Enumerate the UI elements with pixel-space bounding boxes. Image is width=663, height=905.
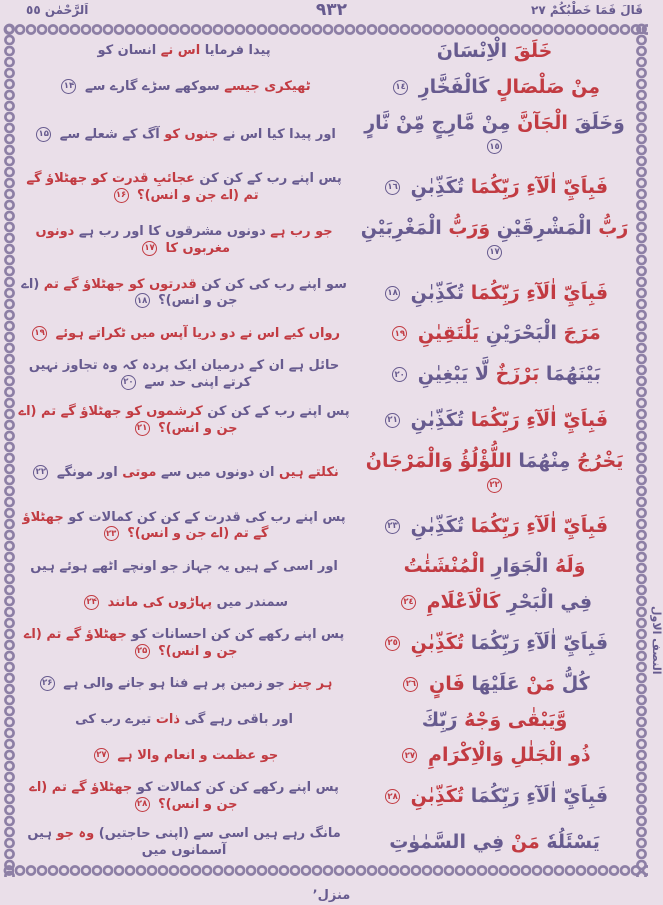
text-segment: دونوں مشرقوں کا اور رب ہے [74,223,266,239]
text-segment: الْاِنْسَانَ [436,40,508,62]
half-marker-note: النصف الاول [650,605,663,675]
chain-border-left [3,23,16,877]
verse-row [18,555,633,579]
verse-row [18,112,633,160]
arabic-verse-text [350,450,633,498]
urdu-translation-text [18,358,350,392]
verse-row [18,450,633,498]
chain-border-top [3,23,648,36]
text-segment: تُكَذِّبٰنِ [404,785,465,808]
text-segment: پس اپنے رکھے کن کن کمالات کو [132,780,339,796]
urdu-segments [35,224,332,256]
verse-row [18,322,633,346]
translation-number-badge: ۲۷ [94,748,109,763]
verses-area [16,36,635,864]
verse-row [18,358,633,392]
arabic-verse-text [350,363,633,387]
text-segment: مانگ رہے ہیں اسی سے (اپنی حاجتیں) [94,826,341,842]
text-segment: خَلَقَ [507,40,553,62]
arabic-verse-text [350,176,633,200]
arabic-segments [361,217,629,239]
verse-row [18,826,633,860]
urdu-segments [55,127,336,142]
translation-number-badge: ۲۲ [33,465,48,480]
verse-row [18,217,633,265]
urdu-translation-text [18,559,350,576]
text-segment: پیدا فرمایا [200,43,271,59]
text-segment: جھٹلاؤ گے تم (اے جن و انس)؟ [22,509,269,542]
text-segment: كَالْاَعْلَامِ [420,591,501,614]
verse-row [18,40,633,64]
arabic-verse-text [350,591,633,615]
text-segment: فَبِاَيِّ اٰلَآءِ رَبِّكُمَا [464,785,609,808]
urdu-segments [51,326,340,341]
text-segment: فِي السَّمٰوٰتِ [389,831,505,854]
text-segment: عجائبِ قدرت کو جھٹلاؤ گے تم (اے جن و انس)؟ [26,171,259,204]
ayah-number-badge: ٢٠ [392,367,407,382]
text-segment: مَرَجَ [556,322,601,345]
urdu-translation-text [18,171,350,205]
text-segment: الْجَآنَّ [510,111,568,134]
arabic-verse-text [350,76,633,100]
urdu-translation-text [18,404,350,438]
urdu-segments [52,465,338,480]
text-segment: فَبِاَيِّ اٰلَآءِ رَبِّكُمَا [464,514,609,537]
translation-number-badge: ۱۹ [32,326,47,341]
arabic-segments [422,709,568,731]
text-segment: ٹھیکری جیسے [219,79,311,95]
verse-row [18,591,633,615]
text-segment: وَرَبُّ [441,217,491,240]
urdu-translation-text [18,627,350,661]
urdu-translation-text [18,510,350,544]
ayah-number-badge: ١٩ [392,326,407,341]
text-segment: رَبُّ [591,217,629,240]
arabic-segments [404,282,608,304]
ayah-number-badge: ٢٦ [403,677,418,692]
urdu-segments [80,79,310,94]
arabic-verse-text [350,673,633,697]
arabic-segments [366,450,624,472]
text-segment: حائل ہے ان کے درمیان ایک پردہ کہ وہ تجاوز نہیں کرتے اپنی حد سے [28,358,340,391]
text-segment: پہاڑوں کی مانند [103,594,213,610]
ayah-number-badge: ٢٣ [385,519,400,534]
text-segment: اور پیدا کیا اس نے [218,126,336,142]
text-segment: وَلَهُ [548,555,586,578]
translation-number-badge: ۱۸ [135,293,150,308]
text-segment: سو اپنے رب کی کن کن [196,276,347,292]
urdu-segments [30,559,338,574]
verse-row [18,627,633,661]
ayah-number-badge: ٢١ [385,413,400,428]
arabic-segments [411,322,600,344]
text-segment: ہر چیز [284,676,333,692]
text-segment: پس اپنے رب کے کن کن [194,171,342,187]
ayah-number-badge: ١٧ [487,245,502,260]
ayah-number-badge: ٢٥ [385,636,400,651]
arabic-verse-text [350,785,633,809]
text-segment: فِي الْبَحْرِ [500,591,593,614]
text-segment: رواں کیے اس نے دو دریا آپس میں ٹکراتے ہوئے [51,325,341,341]
arabic-segments [404,409,608,431]
ayah-number-badge: ٢٤ [401,595,416,610]
urdu-translation-text [18,780,350,814]
surah-name-header: اَلرَّحْمٰن ٥٥ [26,3,89,17]
urdu-translation-text [18,277,350,311]
verse-row [18,744,633,768]
text-segment: وَخَلَقَ [567,111,625,134]
text-segment: يَلْتَقِيٰنِ [411,322,480,345]
ayah-number-badge: ٢٢ [487,478,502,493]
verse-row [18,76,633,100]
urdu-translation-text [18,748,350,765]
text-segment: كُلُّ [555,672,590,695]
text-segment: مِنْ مَّارِجٍ مِّنْ نَّارٍ [364,111,511,134]
text-segment: اور باقی رہے گی [180,712,294,728]
urdu-segments [29,358,339,390]
text-segment: آگ کے شعلے سے [55,126,160,142]
text-segment: ان دونوں میں سے [156,465,275,481]
text-segment: موتی [117,465,157,481]
text-segment: کرشموں کو جھٹلاؤ گے تم (اے جن و انس)؟ [18,404,238,436]
text-segment: فَبِاَيِّ اٰلَآءِ رَبِّكُمَا [464,281,609,304]
arabic-segments [437,40,553,62]
ayah-number-badge: ٢٧ [402,748,417,763]
urdu-segments [27,826,340,858]
urdu-segments [26,171,341,203]
arabic-segments [364,112,625,134]
text-segment: پس اپنے رب کی قدرت کے کن کن کمالات کو [63,509,346,525]
text-segment: جو زمین پر ہے فنا ہو جانے والی ہے [58,676,285,692]
text-segment: لَّا يَبْغِيٰنِ [411,363,490,386]
text-segment: تُكَذِّبٰنِ [404,514,465,537]
text-segment: فَبِاَيِّ اٰلَآءِ رَبِّكُمَا [464,176,609,199]
text-segment: مِنْ صَلْصَالٍ [489,75,601,98]
text-segment: تُكَذِّبٰنِ [404,409,465,432]
text-segment: اور مونگے [52,465,118,481]
text-segment: بَرْزَخٌ [489,363,540,386]
urdu-translation-text [18,326,350,343]
text-segment: تُكَذِّبٰنِ [404,281,465,304]
urdu-translation-text [18,712,350,729]
arabic-verse-text [350,322,633,346]
text-segment: الْبَحْرَيْنِ [479,322,557,345]
chain-border-bottom [3,864,648,877]
text-segment: تُكَذِّبٰنِ [404,176,465,199]
translation-number-badge: ۲۶ [40,676,55,691]
translation-number-badge: ۱۴ [61,79,76,94]
urdu-segments [103,595,288,610]
translation-number-badge: ۲۸ [135,797,150,812]
arabic-verse-text [350,40,633,64]
arabic-verse-text [350,217,633,265]
text-segment: كَالْفَخَّارِ [412,75,490,98]
text-segment: فَبِاَيِّ اٰلَآءِ رَبِّكُمَا [464,631,609,654]
text-segment: بَيْنَهُمَا [539,363,601,386]
arabic-segments [421,744,590,766]
arabic-segments [404,176,608,198]
urdu-translation-text [18,43,350,60]
text-segment: ہیں آسمانوں میں [27,826,227,858]
urdu-segments [24,627,345,659]
text-segment: مَنْ [519,672,556,695]
verse-row [18,171,633,205]
urdu-translation-text [18,79,350,96]
text-segment: فَبِاَيِّ اٰلَآءِ رَبِّكُمَا [464,409,609,432]
text-segment: سوکھے سڑے گارے سے [80,79,220,95]
urdu-segments [97,43,270,58]
text-segment: الْجَوَارِ [485,555,549,578]
text-segment: عَلَيْهَا [464,672,520,695]
text-segment: پس اپنے رکھے کن کن احسانات کو [126,626,345,642]
text-segment: ذُو الْجَلٰلِ وَالْاِكْرَامِ [421,744,591,767]
text-segment: ذات [151,712,181,728]
ayah-number-badge: ١٨ [385,286,400,301]
arabic-verse-text [350,282,633,306]
arabic-verse-text [350,409,633,433]
urdu-segments [59,676,333,691]
translation-number-badge: ۱۶ [114,188,129,203]
text-segment: تیرے رب کی [75,712,152,728]
verse-row [18,780,633,814]
arabic-verse-text [350,632,633,656]
arabic-verse-text [350,831,633,855]
page-number: ٩٣٢ [315,0,348,20]
text-segment: الْمُنْشَئٰتُ [403,555,486,578]
ayah-number-badge: ٢٨ [385,789,400,804]
text-segment: انسان کو [97,43,157,59]
text-segment: وہ جو [51,826,95,842]
arabic-segments [420,591,592,613]
text-segment: جنوں کو [159,126,219,142]
text-segment: جو عظمت و انعام والا ہے [112,747,279,763]
arabic-segments [404,632,608,654]
translation-number-badge: ۱۵ [36,127,51,142]
text-segment: سمندر میں [212,594,288,610]
juz-header: قَالَ فَمَا خَطْبُكُمْ ٢٧ [531,3,643,17]
translation-number-badge: ۱۷ [142,241,157,256]
ayah-number-badge: ١٥ [487,139,502,154]
urdu-translation-text [18,826,350,860]
text-segment: اس نے [156,43,201,59]
text-segment: يَسْئَلُهٗ [539,831,600,854]
translation-number-badge: ۲۴ [84,595,99,610]
verse-row [18,709,633,733]
text-segment: مِنْهُمَا [511,449,571,472]
verse-row [18,510,633,544]
text-segment: دونوں مغربوں کا [35,223,231,256]
arabic-segments [404,555,586,577]
text-segment: جو رب ہے [265,223,333,239]
text-segment: جھٹلاؤ گے تم (اے جن و انس)؟ [29,780,238,813]
text-segment: رَبِّكَ [421,708,458,731]
arabic-verse-text [350,555,633,579]
translation-number-badge: ۲۳ [104,526,119,541]
verse-row [18,673,633,697]
text-segment: فَانٍ [422,672,465,695]
text-segment: قدرتوں کو جھٹلاؤ گے تم [39,276,197,292]
urdu-translation-text [18,224,350,258]
text-segment: اور اسی کے ہیں یہ جہاز جو اونچے اٹھے ہوئے ہیں [30,558,338,574]
urdu-segments [113,748,278,763]
ayah-number-badge: ١٦ [385,180,400,195]
ayah-number-badge: ١٤ [393,80,408,95]
arabic-segments [411,363,601,385]
text-segment: اللُّؤْلُؤُ وَالْمَرْجَانُ [365,449,512,472]
manzil-marker: منزل٬ [312,888,351,903]
text-segment: (اے جن و انس)؟ [21,276,238,309]
chain-border-right [635,23,648,877]
urdu-segments [22,510,345,542]
text-segment: الْمَشْرِقَيْنِ [490,217,592,240]
text-segment: پس اپنے رب کے کن کن [202,404,350,420]
arabic-verse-text [350,744,633,768]
urdu-translation-text [18,465,350,482]
page-frame [3,23,648,877]
arabic-segments [412,76,600,98]
urdu-translation-text [18,127,350,144]
translation-number-badge: ۲۰ [121,375,136,390]
arabic-verse-text [350,112,633,160]
urdu-segments [18,404,349,436]
arabic-verse-text [350,709,633,733]
translation-number-badge: ۲۵ [135,644,150,659]
text-segment: جھٹلاؤ گے تم (اے جن و انس)؟ [23,626,238,659]
arabic-segments [404,515,608,537]
text-segment: وَّيَبْقٰى وَجْهُ [457,708,568,731]
text-segment: الْمَغْرِبَيْنِ [360,217,442,240]
urdu-segments [21,277,347,309]
arabic-verse-text [350,515,633,539]
urdu-segments [75,712,293,727]
translation-number-badge: ۲۱ [135,421,150,436]
urdu-segments [29,780,339,812]
text-segment: تُكَذِّبٰنِ [404,631,465,654]
urdu-translation-text [18,595,350,612]
text-segment: نکلتے ہیں [274,465,339,481]
arabic-segments [389,831,600,853]
arabic-segments [422,673,589,695]
text-segment: يَخْرُجُ [570,449,624,472]
verse-row [18,404,633,438]
text-segment: مَنْ [504,831,540,854]
verse-row [18,277,633,311]
arabic-segments [404,785,608,807]
urdu-translation-text [18,676,350,693]
